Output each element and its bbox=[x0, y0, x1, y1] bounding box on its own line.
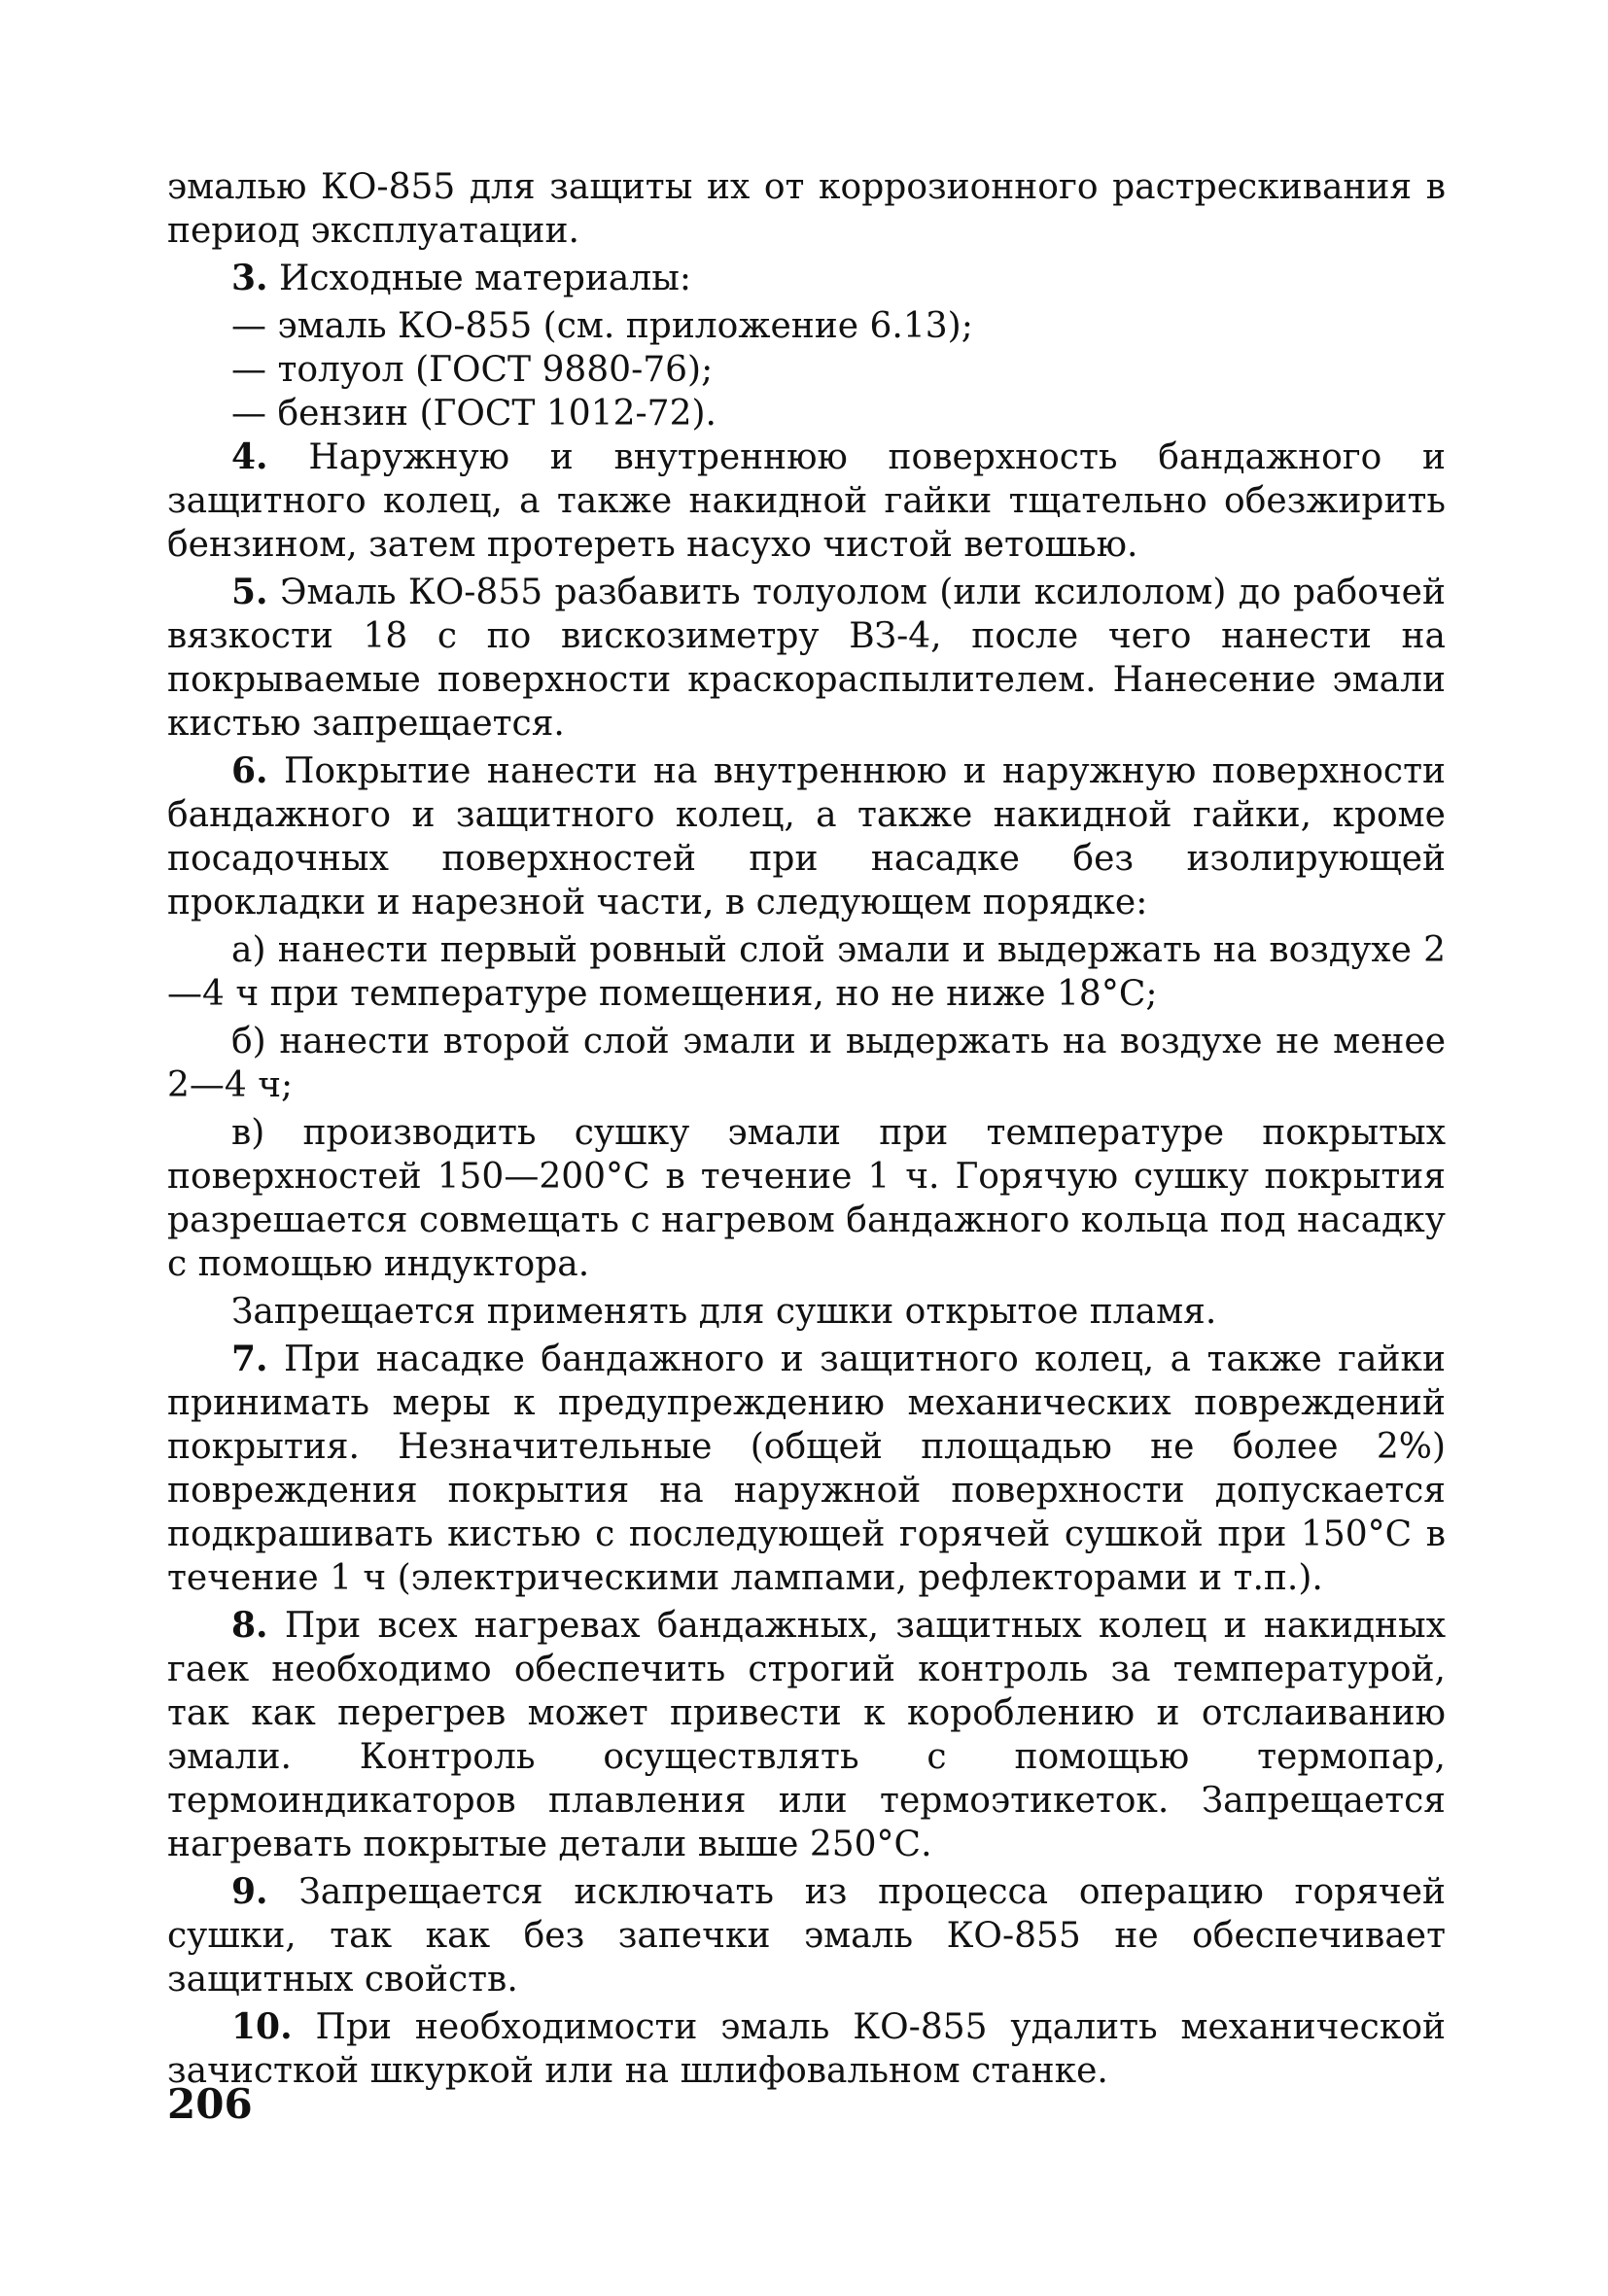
item-4-paragraph bbox=[167, 435, 1446, 567]
item-5-text: Эмаль КО-855 разбавить толуолом (или ксилолом) до рабочей вязкости 18 с по вискозиметру ВЗ-4, после чего нанести на покрываемые поверхности краскораспылителем. Нанесение эмали кистью запрещается. bbox=[167, 573, 1446, 744]
item-6-warning: Запрещается применять для сушки открытое пламя. bbox=[231, 1292, 1217, 1332]
document-body bbox=[167, 165, 1446, 2097]
item-10-number: 10. bbox=[231, 2006, 293, 2047]
item-9-text: Запрещается исключать из процесса операцию горячей сушки, так как без запечки эмаль КО-855 не обеспечивает защитных свойств. bbox=[167, 1872, 1446, 2000]
item-3-heading bbox=[167, 257, 1446, 300]
material-item: — толуол (ГОСТ 9880-76); bbox=[231, 350, 714, 390]
item-9-number: 9. bbox=[231, 1871, 268, 1912]
item-9-paragraph bbox=[167, 1870, 1446, 2001]
item-6-text: Покрытие нанести на внутреннюю и наружную поверхности бандажного и защитного колец, а также накидной гайки, кроме посадочных поверхностей при насадке без изолирующей прокладки и нарезной части, в следующем порядке: bbox=[167, 751, 1446, 922]
item-6-step-c: в) производить сушку эмали при температуре покрытых поверхностей 150—200°С в течение 1 ч. Горячую сушку покрытия разрешается совмещать с нагревом бандажного кольца под насадку с помощью индуктора. bbox=[167, 1113, 1446, 1284]
continuation-paragraph: эмалью КО-855 для защиты их от коррозионного растрескивания в период эксплуатации. bbox=[167, 167, 1446, 251]
item-7-number: 7. bbox=[231, 1339, 268, 1379]
page-number: 206 bbox=[167, 2080, 253, 2128]
material-item: — эмаль КО-855 (см. приложение 6.13); bbox=[231, 306, 973, 346]
item-6-step-b: б) нанести второй слой эмали и выдержать на воздухе не менее 2—4 ч; bbox=[167, 1022, 1446, 1105]
item-3-heading-text: Исходные материалы: bbox=[279, 259, 691, 298]
item-6-step-a: а) нанести первый ровный слой эмали и выдержать на воздухе 2—4 ч при температуре помещения, но не ниже 18°С; bbox=[167, 930, 1446, 1014]
item-6-number: 6. bbox=[231, 750, 268, 791]
material-item: — бензин (ГОСТ 1012-72). bbox=[231, 394, 717, 434]
item-8-text: При всех нагревах бандажных, защитных колец и накидных гаек необходимо обеспечить строгий контроль за температурой, так как перегрев может привести к короблению и отслаиванию эмали. Контроль осуществлять с помощью термопар, термоиндикаторов плавления или термоэтикеток. Запрещается нагревать покрытые детали выше 250°С. bbox=[167, 1606, 1446, 1864]
item-5-number: 5. bbox=[231, 572, 268, 612]
item-6-paragraph bbox=[167, 749, 1446, 924]
item-10-text: При необходимости эмаль КО-855 удалить механической зачисткой шкуркой или на шлифовальном станке. bbox=[167, 2007, 1447, 2091]
item-7-paragraph bbox=[167, 1338, 1446, 1600]
item-7-text: При насадке бандажного и защитного колец, а также гайки принимать меры к предупреждению механических повреждений покрытия. Незначительные (общей площадью не более 2%) повреждения покрытия на наружной поверхности допускается подкрашивать кистью с последующей горячей сушкой при 150°С в течение 1 ч (электрическими лампами, рефлекторами и т.п.). bbox=[167, 1339, 1446, 1598]
item-8-number: 8. bbox=[231, 1605, 268, 1646]
item-5-paragraph bbox=[167, 571, 1446, 746]
item-8-paragraph bbox=[167, 1604, 1446, 1866]
item-4-number: 4. bbox=[231, 436, 268, 477]
item-3-number: 3. bbox=[231, 258, 268, 298]
item-10-paragraph bbox=[167, 2005, 1446, 2093]
item-4-text: Наружную и внутреннюю поверхность бандажного и защитного колец, а также накидной гайки тщательно обезжирить бензином, затем протереть насухо чистой ветошью. bbox=[167, 437, 1446, 565]
